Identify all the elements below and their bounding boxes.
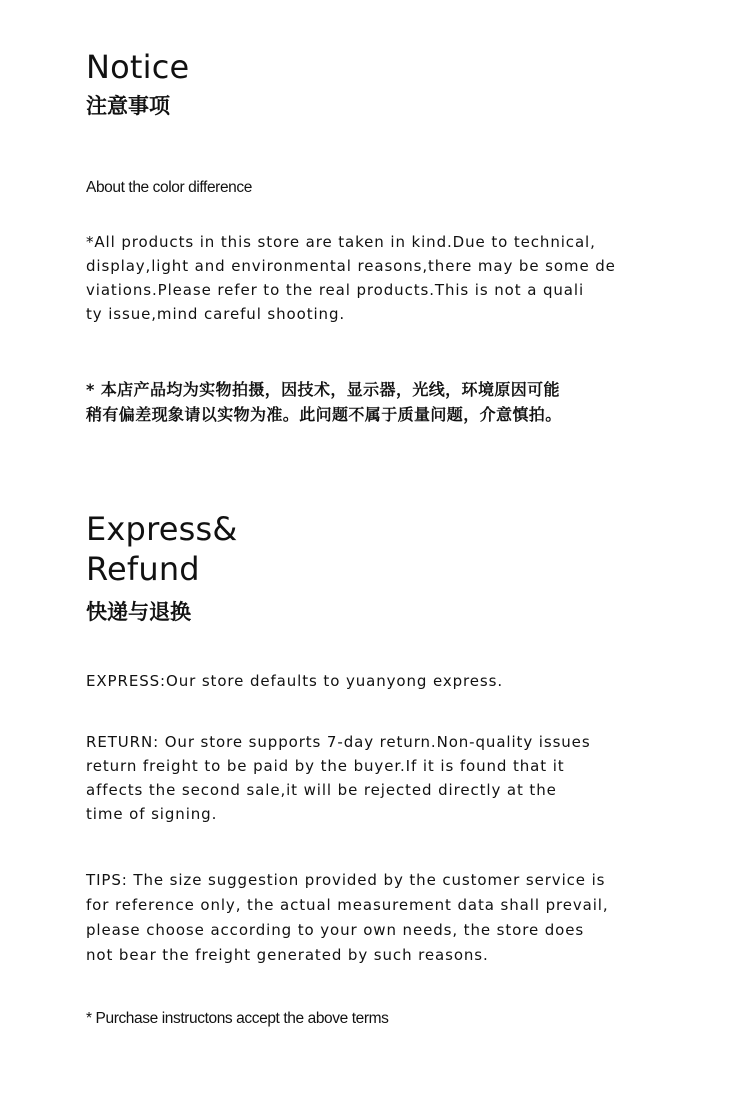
express-policy-text: EXPRESS:Our store defaults to yuanyong express. [86,672,503,690]
express-refund-title-line1: Express& [86,510,238,548]
tips-text: TIPS: The size suggestion provided by the customer service is for reference only, the actual measurement data shall prevail, please choose according to your own needs, the store does not bear the freight generated by such reasons. [86,871,609,964]
notice-title-zh: 注意事项 [86,94,170,118]
express-refund-title-line2: Refund [86,550,200,588]
color-difference-text-zh: * 本店产品均为实物拍摄，因技术，显示器，光线，环境原因可能 稍有偏差现象请以实物为准。此问题不属于质量问题，介意慎拍。 [86,380,562,424]
color-difference-heading: About the color difference [86,179,252,196]
notice-title: Notice [86,48,190,86]
color-difference-text: *All products in this store are taken in kind.Due to technical, display,light and environmental reasons,there may be some de viations.Please refer to the real products.This is not a quali ty issue,mind careful shooting. [86,233,616,323]
return-policy-text: RETURN: Our store supports 7-day return.Non-quality issues return freight to be paid by the buyer.If it is found that it affects the second sale,it will be rejected directly at the time of signing. [86,733,591,823]
purchase-terms-note: * Purchase instructons accept the above terms [86,1010,389,1027]
express-refund-title-zh: 快递与退换 [86,600,191,624]
